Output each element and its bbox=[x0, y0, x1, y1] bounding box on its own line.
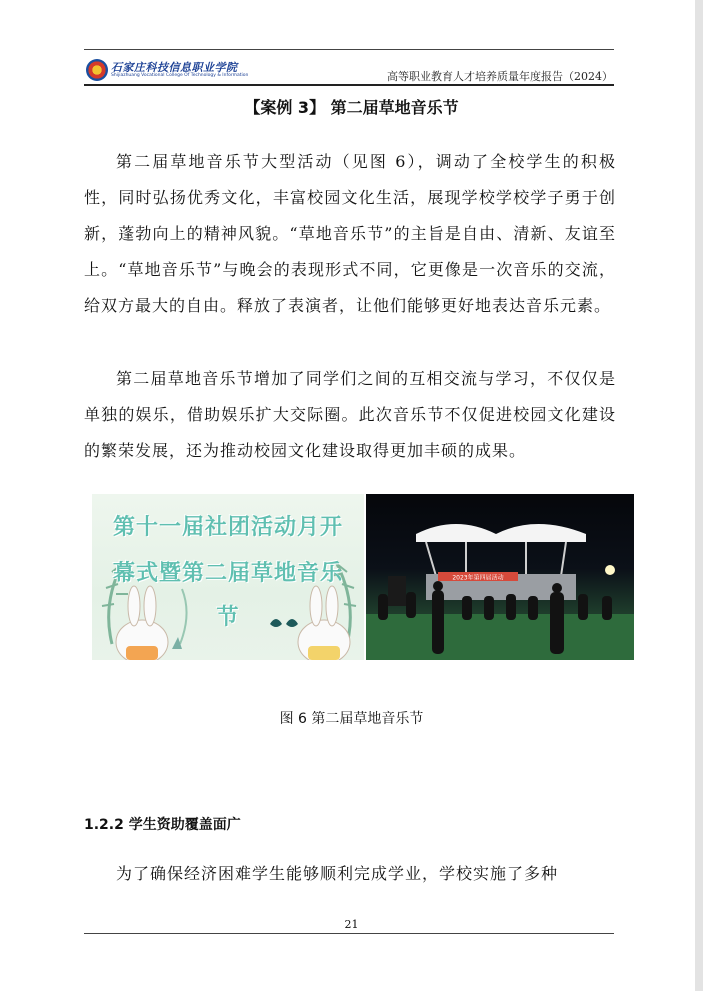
college-emblem-icon bbox=[86, 59, 108, 81]
poster-title-line-2: 幕式暨第二届草地音乐 bbox=[112, 561, 343, 586]
case-paragraph-2: 第二届草地音乐节增加了同学们之间的互相交流与学习，不仅仅是单独的娱乐，借助娱乐扩大交际圈。此次音乐节不仅促进校园文化建设的繁荣发展，还为推动校园文化建设取得更加丰硕的成果。 bbox=[84, 369, 616, 460]
page-number: 21 bbox=[344, 918, 359, 931]
header-top-rule bbox=[84, 49, 614, 50]
festival-night-photo bbox=[366, 494, 634, 660]
stage-banner-text: 2023年第四届活动 bbox=[452, 574, 504, 582]
page-edge-shadow bbox=[695, 0, 703, 991]
section-heading: 1.2.2 学生资助覆盖面广 bbox=[84, 817, 241, 833]
poster-title-line-3: 节 bbox=[216, 605, 240, 630]
college-name-cn: 石家庄科技信息职业学院 bbox=[111, 60, 238, 74]
night-stage-scene-graphic bbox=[366, 494, 634, 660]
college-logo bbox=[86, 58, 249, 82]
footer-rule bbox=[84, 933, 614, 934]
festival-poster-image bbox=[92, 494, 364, 660]
case-paragraph-1: 第二届草地音乐节大型活动（见图 6），调动了全校学生的积极性，同时弘扬优秀文化，丰富校园文化生活，展现学校学校学子勇于创新，蓬勃向上的精神风貌。“草地音乐节”的主旨是自由、清新、友谊至上。“草地音乐节”与晚会的表现形式不同，它更像是一次音乐的交流，给双方最大的自由。释放了表演者，让他们能够更好地表达音乐元素。 bbox=[84, 152, 616, 315]
case-title: 【案例 3】 第二届草地音乐节 bbox=[244, 98, 459, 117]
poster-title-line-1: 第十一届社团活动月开 bbox=[112, 515, 343, 540]
section-paragraph: 为了确保经济困难学生能够顺利完成学业，学校实施了多种 bbox=[116, 864, 559, 883]
figure-caption: 图 6 第二届草地音乐节 bbox=[279, 711, 424, 727]
header-bottom-rule bbox=[84, 84, 614, 86]
report-title: 高等职业教育人才培养质量年度报告（2024） bbox=[387, 70, 613, 83]
college-name-en: Shijiazhuang Vocational College Of Technology & Information bbox=[111, 72, 249, 78]
